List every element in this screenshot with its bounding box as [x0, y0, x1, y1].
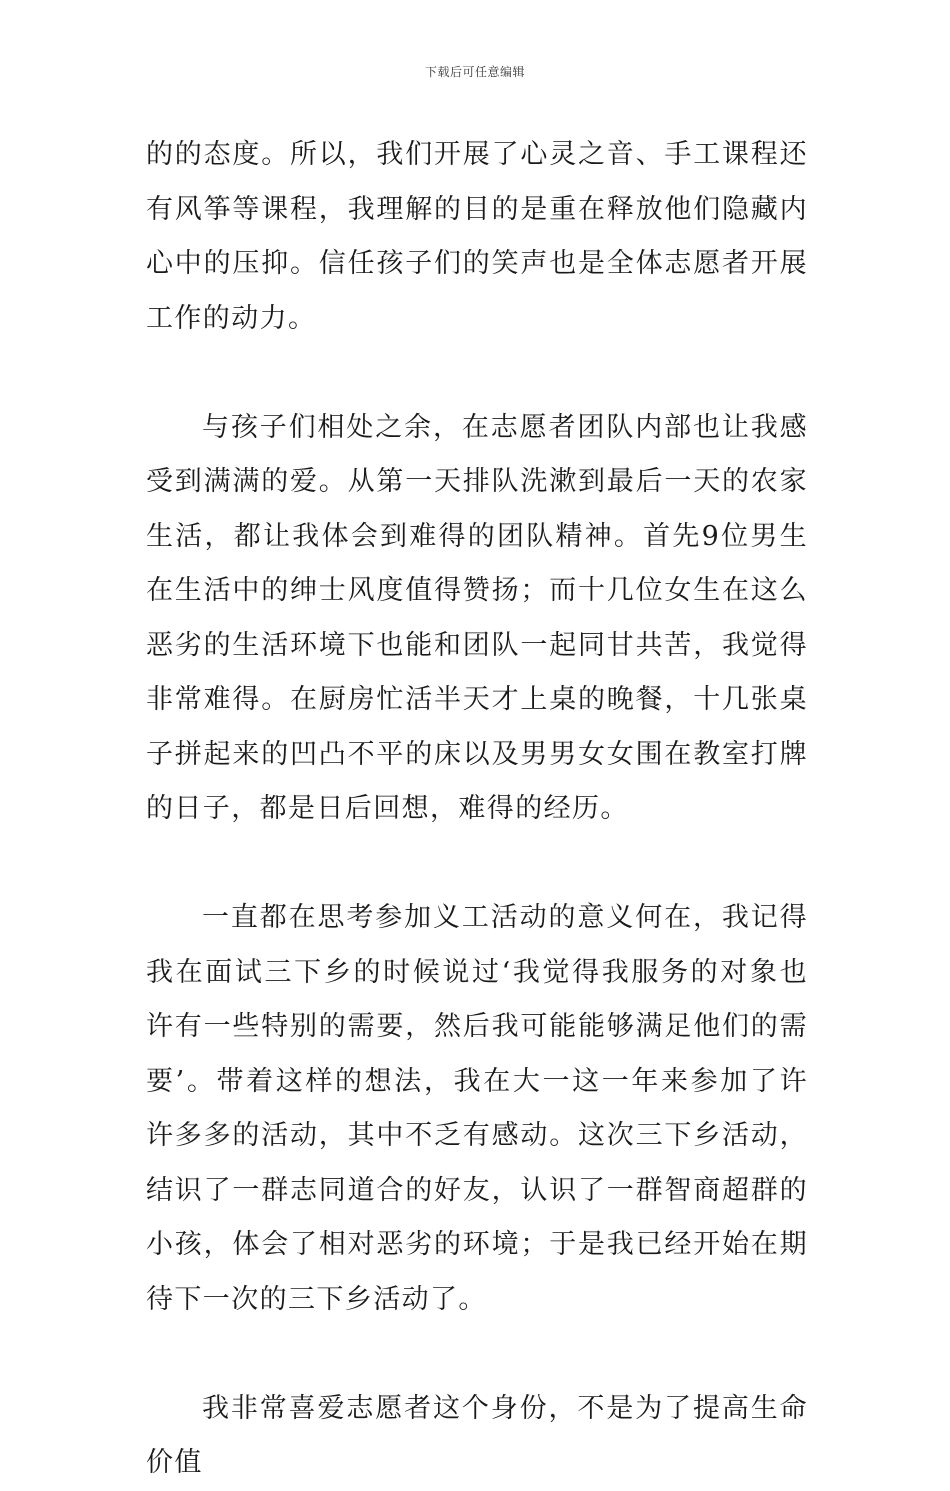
page-header-caption: 下载后可任意编辑 [424, 65, 525, 79]
paragraph-team-spirit: 与孩子们相处之余，在志愿者团队内部也让我感受到满满的爱。从第一天排队洗漱到最后一天的农家生活，都让我体会到难得的团队精神。首先9位男生在生活中的绅士风度值得赞扬；而十几位女生在这么恶劣的生活环境下也能和团队一起同甘共苦，我觉得非常难得。在厨房忙活半天才上桌的晚餐，十几张桌子拼起来的凹凸不平的床以及男男女女围在教室打牌的日子，都是日后回想，难得的经历。 [146, 411, 808, 824]
paragraph-volunteer-meaning: 一直都在思考参加义工活动的意义何在，我记得我在面试三下乡的时候说过‘我觉得我服务的对象也许有一些特别的需要，然后我可能能够满足他们的需要’。带着这样的想法，我在大一这一年来参加了许许多多的活动，其中不乏有感动。这次三下乡活动，结识了一群志同道合的好友，认识了一群智商超群的小孩，体会了相对恶劣的环境；于是我已经开始在期待下一次的三下乡活动了。 [146, 902, 808, 1315]
paragraph-volunteer-identity: 我非常喜爱志愿者这个身份，不是为了提高生命价值 [146, 1392, 808, 1478]
paragraph-continuation: 的的态度。所以，我们开展了心灵之音、手工课程还有风筝等课程，我理解的目的是重在释放他们隐藏内心中的压抑。信任孩子们的笑声也是全体志愿者开展工作的动力。 [146, 139, 808, 334]
document-body [146, 128, 808, 1491]
